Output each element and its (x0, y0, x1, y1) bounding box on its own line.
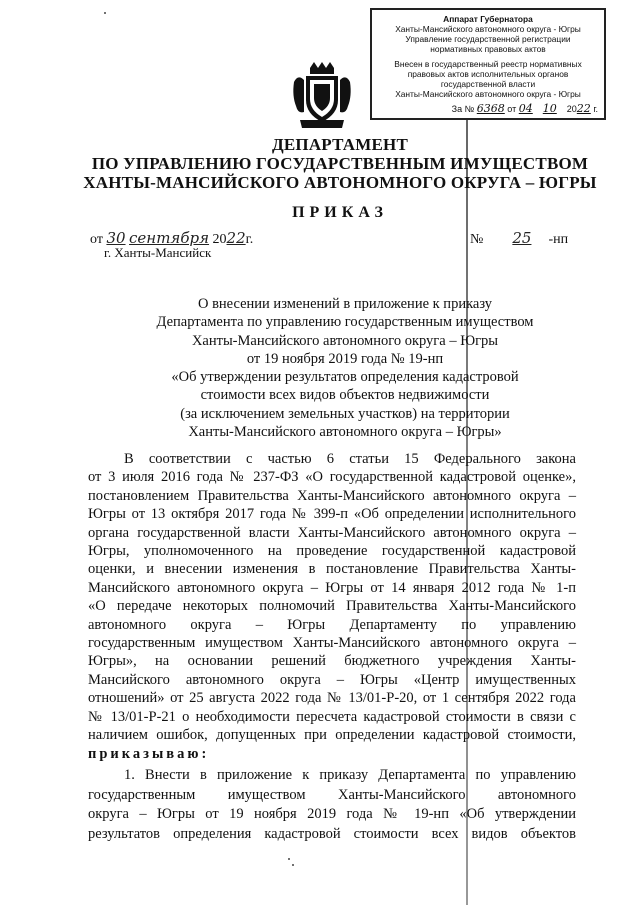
scan-speck (104, 12, 106, 14)
department-title: ДЕПАРТАМЕНТ (271, 135, 409, 154)
subject-line: Ханты-Мансийского автономного округа – Югры (191, 332, 499, 349)
subject-line: стоимости всех видов объектов недвижимости (200, 387, 490, 404)
item-line: государственным имуществом Ханты-Мансийского автономного (88, 786, 576, 803)
order-title: ПРИКАЗ (292, 204, 388, 221)
stamp-reg-month: 10 (542, 102, 557, 115)
body-line: государственным имуществом Ханты-Мансийского автономного округа – (88, 635, 576, 652)
stamp-reg-from: от (507, 104, 517, 114)
body-line: отношений» от 25 августа 2022 года № 13/01-Р-20, от 1 сентября 2022 года (88, 690, 576, 707)
subject-line: от 19 ноября 2019 года № 19-нп (246, 350, 444, 367)
stamp-line: Внесен в государственный реестр нормативных (394, 59, 582, 69)
stamp-line: государственной власти (440, 79, 536, 89)
subject-line: (за исключением земельных участков) на территории (180, 405, 510, 422)
order-number (470, 229, 568, 248)
stamp-line: Ханты-Мансийского автономного округа - Югры (395, 89, 581, 99)
number-value: 25 (512, 229, 532, 247)
item-line: 1. Внести в приложение к приказу Департамента по управлению (124, 767, 576, 783)
body-line: оценки, и внесении изменения в постановление Правительства Ханты- (88, 561, 576, 578)
date-day: 30 (106, 229, 126, 247)
scan-speck (292, 864, 294, 866)
body-line: постановлением Правительства Ханты-Мансийского автономного округа – (88, 487, 576, 504)
stamp-reg-year-prefix: 20 (566, 104, 577, 114)
body-line: органа государственной власти Ханты-Мансийского автономного округа – (88, 524, 576, 541)
body-line: Югры», на основании решений бюджетного учреждения Ханты- (88, 653, 576, 670)
body-line: от 3 июля 2016 года № 237-ФЗ «О государственной кадастровой оценке», (88, 469, 576, 486)
registration-stamp (370, 8, 606, 120)
subject-line: «Об утверждении результатов определения кадастровой (171, 369, 519, 386)
stamp-line: Аппарат Губернатора (443, 14, 533, 24)
body-line: № 13/01-Р-21 о необходимости пересчета кадастровой стоимости в связи с (88, 708, 576, 725)
date-month: сентября (129, 229, 210, 247)
coat-of-arms-icon (292, 62, 352, 130)
department-subtitle: ПО УПРАВЛЕНИЮ ГОСУДАРСТВЕННЫМ ИМУЩЕСТВОМ (91, 154, 589, 173)
orders-line (88, 745, 576, 763)
stamp-registration-line (378, 104, 598, 114)
stamp-line: Управление государственной регистрации (405, 34, 571, 44)
stamp-reg-suffix: г. (593, 104, 598, 114)
body-line: Югры, уполномоченного на проведение государственной кадастровой (88, 543, 576, 560)
body-line: Мансийского автономного округа – Югры «Центр имущественных (88, 671, 576, 688)
department-region: ХАНТЫ-МАНСИЙСКОГО АВТОНОМНОГО ОКРУГА – ЮГРЫ (83, 173, 597, 192)
number-prefix: № (470, 232, 484, 247)
stamp-reg-year: 22 (576, 102, 591, 115)
date-suffix: г. (245, 232, 254, 247)
item-line: результатов определения кадастровой стоимости всех видов объектов (88, 825, 576, 842)
order-subject (110, 295, 580, 441)
stamp-line: нормативных правовых актов (430, 44, 546, 54)
stamp-reg-number: 6368 (476, 102, 505, 115)
stamp-reg-day: 04 (518, 102, 533, 115)
body-line: В соответствии с частью 6 статьи 15 Федерального закона (124, 451, 576, 467)
stamp-line: Ханты-Мансийского автономного округа - Югры (395, 24, 581, 34)
subject-line: О внесении изменений в приложение к приказу (197, 296, 493, 312)
body-line: Мансийского автономного округа – Югры от 14 января 2012 года № 1-п (88, 579, 576, 596)
date-year-prefix: 20 (212, 232, 227, 247)
body-line: автономного округа – Югры Департаменту по управлению (88, 616, 576, 633)
body-line: «О передаче некоторых полномочий Правительства Ханты-Мансийского (88, 598, 576, 615)
subject-line: Ханты-Мансийского автономного округа – Югры» (188, 424, 502, 441)
preamble-paragraph (88, 450, 576, 763)
body-line: наличием ошибок, допущенных при определении кадастровой стоимости, (88, 727, 576, 744)
stamp-line: правовых актов исполнительных органов (407, 69, 569, 79)
number-suffix: -нп (548, 232, 569, 247)
date-prefix: от (90, 232, 103, 247)
order-city: г. Ханты-Мансийск (104, 245, 212, 260)
date-year: 22 (226, 229, 246, 247)
orders-word: приказываю: (88, 745, 210, 762)
item-1 (88, 766, 576, 844)
stamp-reg-prefix: За № (451, 104, 475, 114)
subject-line: Департамента по управлению государственным имуществом (156, 314, 534, 331)
scan-speck (288, 858, 290, 860)
item-line: округа – Югры от 19 ноября 2019 года № 19-нп «Об утверждении (88, 806, 576, 822)
body-line: Югры от 13 октября 2017 года № 399-п «Об определении исполнительного (88, 506, 576, 523)
